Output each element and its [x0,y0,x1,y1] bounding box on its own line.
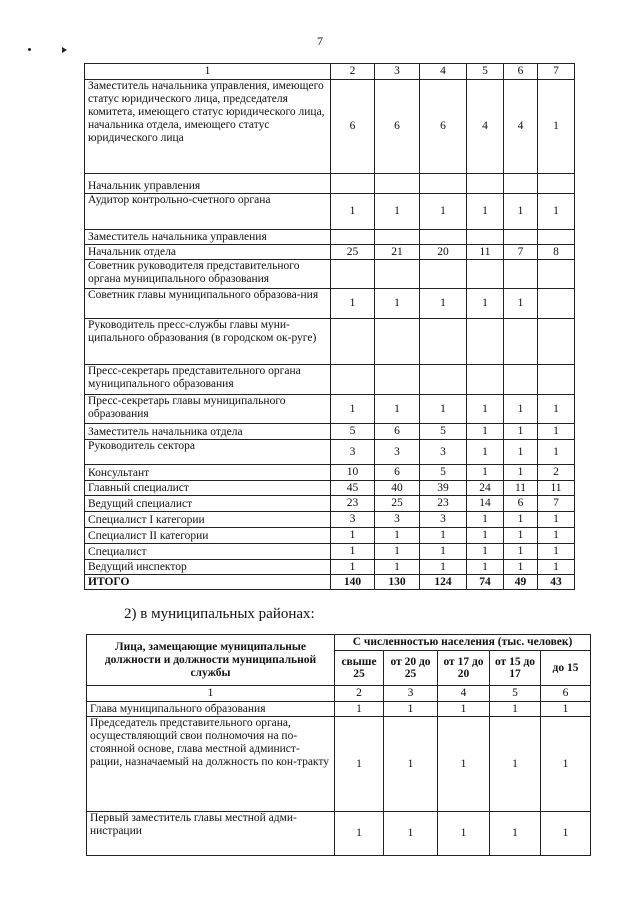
value-cell [375,174,420,194]
value-cell: 1 [331,194,375,230]
district-table [86,634,591,856]
value-cell: 6 [375,424,420,440]
table-row [85,245,575,260]
row-label: Глава муниципального образования [87,702,335,717]
value-cell [538,289,575,319]
total-row [85,575,575,590]
value-cell: 6 [420,80,467,174]
value-cell: 1 [335,717,384,812]
value-cell: 4 [467,80,504,174]
value-cell: 1 [438,702,490,717]
row-label: Пресс-секретарь главы муниципального образования [85,395,331,424]
header-cell: 1 [85,64,331,80]
table-row [87,717,591,812]
row-label: Специалист II категории [85,528,331,544]
number-cell: 4 [438,686,490,702]
value-cell [504,260,538,289]
value-cell: 3 [375,440,420,465]
value-cell [420,365,467,395]
value-cell: 1 [538,424,575,440]
value-cell [375,365,420,395]
value-cell: 3 [420,440,467,465]
row-label: Пресс-секретарь представительного органа муниципального образования [85,365,331,395]
value-cell: 6 [331,80,375,174]
row-label: Первый заместитель главы местной адми-нистрации [87,812,335,856]
value-cell: 1 [538,544,575,560]
table-row [85,289,575,319]
header-cell: 7 [538,64,575,80]
number-cell: 1 [87,686,335,702]
value-cell: 1 [375,289,420,319]
total-value: 124 [420,575,467,590]
value-cell: 1 [331,544,375,560]
value-cell: 1 [467,194,504,230]
value-cell: 25 [375,496,420,512]
subhead-cell: от 17 до 20 [438,651,490,686]
value-cell: 1 [538,80,575,174]
value-cell: 1 [331,289,375,319]
section-subtitle: 2) в муниципальных районах: [124,606,315,622]
value-cell [331,230,375,245]
total-value: 140 [331,575,375,590]
value-cell [375,230,420,245]
value-cell [467,319,504,365]
value-cell: 7 [538,496,575,512]
value-cell: 1 [384,717,438,812]
value-cell [331,319,375,365]
value-cell: 1 [467,528,504,544]
row-label: Заместитель начальника отдела [85,424,331,440]
value-cell: 40 [375,481,420,496]
value-cell: 1 [504,395,538,424]
value-cell: 1 [438,812,490,856]
value-cell: 1 [375,528,420,544]
page-number: 7 [317,34,323,48]
number-cell: 5 [490,686,541,702]
header-cell: 6 [504,64,538,80]
value-cell: 11 [467,245,504,260]
value-cell: 1 [538,528,575,544]
value-cell [331,174,375,194]
value-cell [375,260,420,289]
value-cell [538,260,575,289]
value-cell: 1 [467,424,504,440]
value-cell: 5 [420,424,467,440]
value-cell: 1 [538,395,575,424]
value-cell: 1 [504,560,538,575]
row-label: Советник главы муниципального образова-ния [85,289,331,319]
staff-table [84,63,575,590]
row-label: Советник руководителя представительного органа муниципального образования [85,260,331,289]
subhead-cell: свыше 25 [335,651,384,686]
value-cell: 1 [490,702,541,717]
value-cell: 1 [467,440,504,465]
value-cell: 1 [504,440,538,465]
total-label: ИТОГО [85,575,331,590]
value-cell: 24 [467,481,504,496]
table-row [87,812,591,856]
value-cell [375,319,420,365]
value-cell: 21 [375,245,420,260]
value-cell: 1 [331,560,375,575]
value-cell [331,260,375,289]
row-label: Руководитель сектора [85,440,331,465]
table-row [85,260,575,289]
row-label: Заместитель начальника управления, имеющего статус юридического лица, председателя комитета, имеющего статус юридического лица, начальника отдела, имеющего статус юридического лица [85,80,331,174]
table-row [85,560,575,575]
value-cell: 2 [538,465,575,481]
row-label: Начальник отдела [85,245,331,260]
value-cell: 1 [504,544,538,560]
value-cell: 39 [420,481,467,496]
value-cell [467,230,504,245]
value-cell: 3 [375,512,420,528]
value-cell [504,174,538,194]
value-cell: 1 [504,465,538,481]
value-cell [420,260,467,289]
table-row [85,319,575,365]
value-cell: 1 [384,812,438,856]
subhead-cell: от 20 до 25 [384,651,438,686]
value-cell: 1 [331,528,375,544]
value-cell: 1 [467,544,504,560]
value-cell: 4 [504,80,538,174]
value-cell: 23 [420,496,467,512]
value-cell: 1 [541,702,591,717]
value-cell: 1 [467,395,504,424]
row-label: Заместитель начальника управления [85,230,331,245]
value-cell: 1 [331,395,375,424]
table-row [85,230,575,245]
value-cell: 1 [538,512,575,528]
value-cell: 1 [420,289,467,319]
row-label: Аудитор контрольно-счетного органа [85,194,331,230]
value-cell [504,319,538,365]
value-cell [538,319,575,365]
value-cell [538,365,575,395]
value-cell: 1 [335,812,384,856]
header-cell: 3 [375,64,420,80]
row-label: Председатель представительного органа, осуществляющий свои полномочия на по-стоянной основе, глава местной админист-рации, назначаемый на должность по кон-тракту [87,717,335,812]
value-cell: 1 [504,512,538,528]
value-cell: 7 [504,245,538,260]
staff-table-body [85,64,575,590]
value-cell: 5 [420,465,467,481]
value-cell: 1 [504,194,538,230]
value-cell: 1 [467,560,504,575]
table-row [85,395,575,424]
value-cell: 1 [538,194,575,230]
value-cell: 45 [331,481,375,496]
value-cell: 1 [420,528,467,544]
district-table-body [87,635,591,856]
number-cell: 3 [384,686,438,702]
value-cell: 1 [467,465,504,481]
table-row [85,496,575,512]
value-cell: 1 [420,194,467,230]
value-cell: 1 [541,717,591,812]
value-cell [420,230,467,245]
table-row [85,528,575,544]
value-cell: 1 [541,812,591,856]
value-cell: 1 [438,717,490,812]
table-row [85,512,575,528]
value-cell: 1 [384,702,438,717]
table-row [85,194,575,230]
value-cell: 1 [504,528,538,544]
row-label: Консультант [85,465,331,481]
header-cell: 4 [420,64,467,80]
group-header-row [87,635,591,651]
value-cell: 25 [331,245,375,260]
value-cell [331,365,375,395]
table-row [85,481,575,496]
row-label: Специалист [85,544,331,560]
value-cell [504,365,538,395]
value-cell [467,260,504,289]
value-cell: 1 [504,424,538,440]
row-label: Главный специалист [85,481,331,496]
table-row [85,465,575,481]
row-label: Ведущий инспектор [85,560,331,575]
value-cell: 20 [420,245,467,260]
value-cell: 1 [420,560,467,575]
value-cell: 6 [375,465,420,481]
header-cell: 2 [331,64,375,80]
value-cell [538,174,575,194]
value-cell [420,174,467,194]
table-header-row [85,64,575,80]
value-cell: 11 [538,481,575,496]
value-cell [467,174,504,194]
table-row [85,440,575,465]
value-cell: 1 [420,395,467,424]
value-cell: 1 [375,560,420,575]
value-cell: 1 [504,289,538,319]
value-cell: 1 [467,512,504,528]
head-group: С численностью населения (тыс. человек) [335,635,591,651]
value-cell: 5 [331,424,375,440]
row-label: Руководитель пресс-службы главы муни-ципального образования (в городском ок-руге) [85,319,331,365]
table-row [85,544,575,560]
value-cell: 1 [375,544,420,560]
total-value: 130 [375,575,420,590]
number-cell: 6 [541,686,591,702]
value-cell: 3 [420,512,467,528]
table-row [85,424,575,440]
head-left: Лица, замещающие муниципальные должности и должности муниципальной службы [87,635,335,686]
value-cell: 8 [538,245,575,260]
value-cell: 1 [375,395,420,424]
subhead-cell: от 15 до 17 [490,651,541,686]
value-cell: 6 [375,80,420,174]
value-cell [504,230,538,245]
table-row [85,365,575,395]
total-value: 49 [504,575,538,590]
value-cell: 10 [331,465,375,481]
value-cell: 14 [467,496,504,512]
value-cell [467,365,504,395]
number-cell: 2 [335,686,384,702]
value-cell: 3 [331,440,375,465]
value-cell: 1 [490,717,541,812]
table-row [85,174,575,194]
value-cell: 1 [538,560,575,575]
total-value: 43 [538,575,575,590]
subhead-cell: до 15 [541,651,591,686]
value-cell: 6 [504,496,538,512]
value-cell [538,230,575,245]
total-value: 74 [467,575,504,590]
table-row [87,702,591,717]
row-label: Начальник управления [85,174,331,194]
value-cell [420,319,467,365]
header-cell: 5 [467,64,504,80]
value-cell: 1 [490,812,541,856]
value-cell: 1 [538,440,575,465]
value-cell: 1 [375,194,420,230]
value-cell: 1 [420,544,467,560]
value-cell: 11 [504,481,538,496]
table-row [85,80,575,174]
row-label: Специалист I категории [85,512,331,528]
value-cell: 1 [335,702,384,717]
value-cell: 23 [331,496,375,512]
number-row [87,686,591,702]
value-cell: 1 [467,289,504,319]
row-label: Ведущий специалист [85,496,331,512]
value-cell: 3 [331,512,375,528]
